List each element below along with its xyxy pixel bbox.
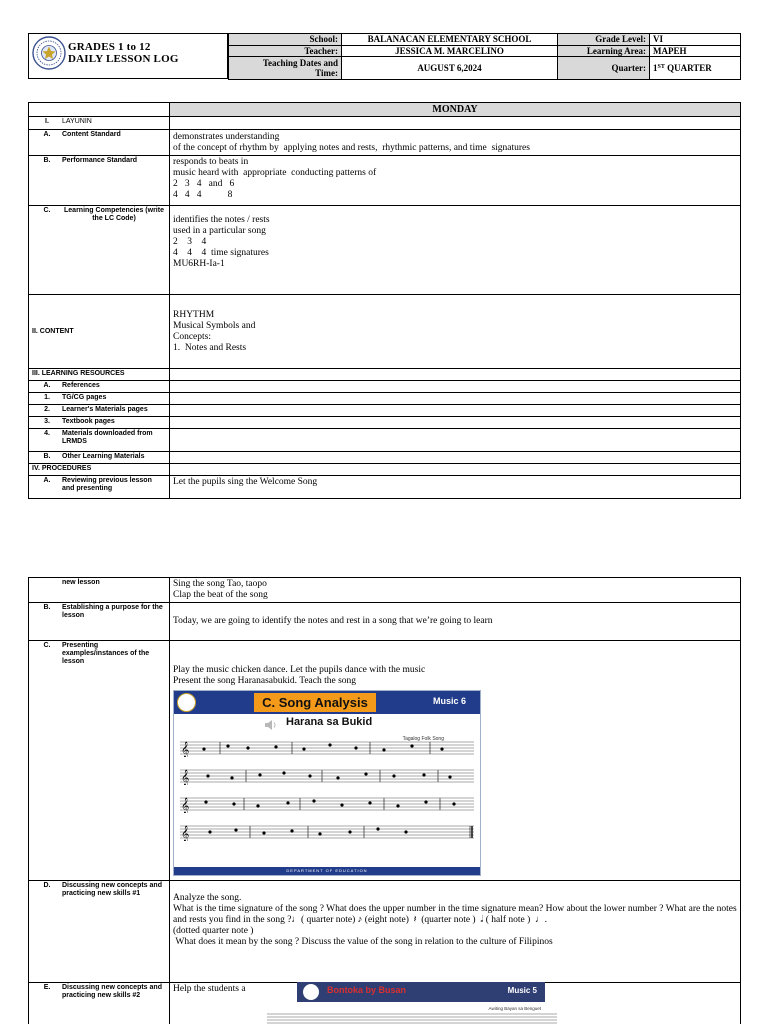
procedures-label: IV. PROCEDURES [29,464,170,476]
svg-text:𝄞: 𝄞 [181,742,190,757]
grade-value: VI [650,34,741,46]
teacher-label: Teacher: [229,45,342,57]
school-label: School: [229,34,342,46]
lm-pages-label: 2. Learner's Materials pages [29,405,170,417]
performance-standard-label: B. Performance Standard [29,156,170,206]
lrmds-label: 4. Materials downloaded from LRMDS [29,429,170,452]
slide-tag: Music 6 [432,696,466,706]
purpose-text: Today, we are going to identify the notes and rest in a song that we’re going to learn [170,603,741,641]
content-standard-label: A. Content Standard [29,130,170,156]
deped-logo-icon-2 [303,984,319,1000]
music-staff-4 [180,823,474,841]
area-label: Learning Area: [558,45,650,57]
content-label: II. CONTENT [29,295,170,369]
presenting-label: C. Presenting examples/instances of the lesson [29,641,170,881]
review-text: Let the pupils sing the Welcome Song [170,476,741,499]
content-standard-text: demonstrates understanding of the concept of rhythm by applying notes and rests, rhythmic patterns, and time signatures [170,130,741,156]
lesson-table-page2 [28,577,741,1024]
speaker-icon [264,719,278,731]
slide2-subtitle: Awiting Bayan sa Benguet [488,1006,541,1011]
school-value: BALANACAN ELEMENTARY SCHOOL [342,34,558,46]
tg-pages-label: 1. TG/CG pages [29,393,170,405]
brand-box [28,33,228,79]
discuss2-label: E. Discussing new concepts and practicing new skills #2 [29,983,170,1024]
discuss2-text: Help the students a [170,983,741,1024]
svg-text:𝄞: 𝄞 [181,770,190,785]
review-label: A. Reviewing previous lesson and presenting [29,476,170,499]
other-materials-label: B. Other Learning Materials [29,452,170,464]
competencies-text: identifies the notes / rests used in a particular song 2 3 4 4 4 4 time signatures MU6RH-Ia-1 [170,206,741,295]
content-text: RHYTHM Musical Symbols and Concepts: 1. Notes and Rests [170,295,741,369]
teacher-value: JESSICA M. MARCELINO [342,45,558,57]
references-label: A. References [29,381,170,393]
competencies-label: C. Learning Competencies (write the LC Code) [29,206,170,295]
music-staff-5 [267,1012,557,1024]
song-analysis-slide [173,690,481,876]
quarter-num: 1 [653,63,658,73]
grade-label: Grade Level: [558,34,650,46]
slide2-title: Bontoka by Busan [327,985,407,995]
music-staff-2 [180,767,474,785]
purpose-label: B. Establishing a purpose for the lesson [29,603,170,641]
brand-line-1: GRADES 1 to 12 [68,41,151,53]
lesson-table-page1 [28,102,741,499]
area-value: MAPEH [650,45,741,57]
brand-line-2: DAILY LESSON LOG [68,53,179,65]
song-name: Harana sa Bukid [286,716,373,728]
slide-footer: DEPARTMENT OF EDUCATION [174,867,480,875]
song-subtitle: Tagalog Folk Song [402,736,444,742]
song-slide-2 [297,982,545,1024]
svg-text:𝄞: 𝄞 [181,826,190,841]
new-lesson-label: new lesson [29,578,170,603]
new-lesson-text: Sing the song Tao, taopo Clap the beat of the song [170,578,741,603]
music-staff-3 [180,795,474,813]
dates-label-line2: Time: [315,68,338,78]
svg-text:𝄞: 𝄞 [181,798,190,813]
quarter-sup: ST [657,64,665,70]
discuss1-label: D. Discussing new concepts and practicing new skills #1 [29,881,170,983]
header-info-table [228,33,741,80]
dates-label-line1: Teaching Dates and [262,58,338,68]
quarter-value [650,57,741,80]
objectives-label: I. LAYUNIN [29,117,170,130]
lesson-log-header [28,33,740,79]
performance-standard-text: responds to beats in music heard with appropriate conducting patterns of 2 3 4 and 6 4 4 4 8 [170,156,741,206]
deped-logo-icon [177,693,196,712]
slide2-tag: Music 5 [507,986,537,995]
deped-seal-icon [32,36,66,70]
textbook-pages-label: 3. Textbook pages [29,417,170,429]
date-value: AUGUST 6,2024 [342,57,558,80]
presenting-text: Play the music chicken dance. Let the pupils dance with the music Present the song Haranasabukid. Teach the song [173,665,426,686]
resources-label: III. LEARNING RESOURCES [29,369,170,381]
dates-label [229,57,342,80]
day-header: MONDAY [170,103,741,117]
music-staff-1 [180,739,474,757]
quarter-label: Quarter: [558,57,650,80]
quarter-word: QUARTER [664,63,712,73]
slide-title: C. Song Analysis [254,693,376,712]
discuss1-text: Analyze the song. What is the time signature of the song ? What does the upper number in the time signature mean? How about the lower number ? What are the notes and rests you find in the song ?♩( quarter note) ♪ (eight note) 𝄽 (quarter note ) 𝅗𝅥 ( half note ) ♩. (dotted quarter note ) What does it mean by the song ? Discuss the value of the song in relation to the culture of Filipinos [170,881,741,983]
